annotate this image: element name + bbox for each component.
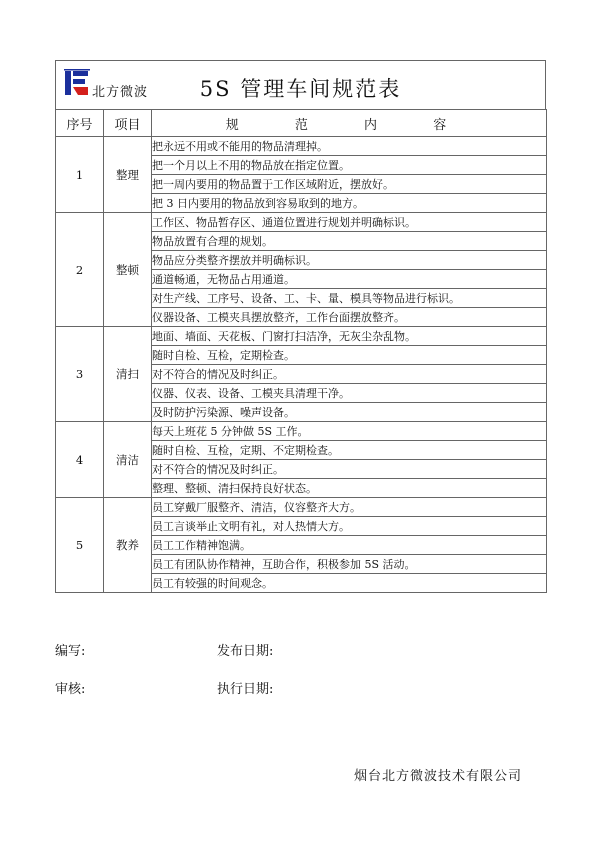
spec-item: 每天上班花 5 分钟做 5S 工作。 bbox=[152, 422, 547, 441]
table-row bbox=[56, 213, 547, 232]
sheet-header bbox=[55, 60, 546, 109]
spec-item: 把永远不用或不能用的物品清理掉。 bbox=[152, 137, 547, 156]
publish-date-label: 发布日期: bbox=[217, 644, 274, 659]
spec-item: 员工有团队协作精神，互助合作，积极参加 5S 活动。 bbox=[152, 555, 547, 574]
spec-table bbox=[55, 109, 547, 593]
spec-item: 对生产线、工序号、设备、工、卡、量、模具等物品进行标识。 bbox=[152, 289, 547, 308]
reviewer-label: 审核: bbox=[55, 682, 86, 697]
spec-item: 及时防护污染源、噪声设备。 bbox=[152, 403, 547, 422]
spec-item: 仪器、仪表、设备、工模夹具清理干净。 bbox=[152, 384, 547, 403]
spec-item: 员工工作精神饱满。 bbox=[152, 536, 547, 555]
section-number: 1 bbox=[56, 137, 104, 213]
editor-label: 编写: bbox=[55, 644, 86, 659]
section-category: 教养 bbox=[104, 498, 152, 593]
section-number: 2 bbox=[56, 213, 104, 327]
column-header-category: 项目 bbox=[104, 110, 152, 137]
section-number: 4 bbox=[56, 422, 104, 498]
company-name: 烟台北方微波技术有限公司 bbox=[353, 769, 522, 784]
column-header-no: 序号 bbox=[56, 110, 104, 137]
spec-item: 随时自检、互检，定期、不定期检查。 bbox=[152, 441, 547, 460]
spec-item: 通道畅通，无物品占用通道。 bbox=[152, 270, 547, 289]
effective-date-label: 执行日期: bbox=[217, 682, 274, 697]
brand-name: 北方微波 bbox=[92, 85, 149, 100]
spec-item: 地面、墙面、天花板、门窗打扫洁净，无灰尘杂乱物。 bbox=[152, 327, 547, 346]
column-header-spec: 规 范 内 容 bbox=[152, 110, 547, 137]
spec-item: 把 3 日内要用的物品放到容易取到的地方。 bbox=[152, 194, 547, 213]
spec-item: 员工穿戴厂服整齐、清洁，仪容整齐大方。 bbox=[152, 498, 547, 517]
spec-item: 员工有较强的时间观念。 bbox=[152, 574, 547, 593]
spec-item: 仪器设备、工模夹具摆放整齐，工作台面摆放整齐。 bbox=[152, 308, 547, 327]
section-number: 3 bbox=[56, 327, 104, 422]
table-row bbox=[56, 137, 547, 156]
section-category: 整理 bbox=[104, 137, 152, 213]
spec-item: 对不符合的情况及时纠正。 bbox=[152, 365, 547, 384]
table-row bbox=[56, 327, 547, 346]
spec-item: 把一周内要用的物品置于工作区域附近，摆放好。 bbox=[152, 175, 547, 194]
spec-item: 整理、整顿、清扫保持良好状态。 bbox=[152, 479, 547, 498]
table-row bbox=[56, 422, 547, 441]
spec-item: 把一个月以上不用的物品放在指定位置。 bbox=[152, 156, 547, 175]
spec-item: 工作区、物品暂存区、通道位置进行规划并明确标识。 bbox=[152, 213, 547, 232]
table-row bbox=[56, 498, 547, 517]
spec-item: 物品放置有合理的规划。 bbox=[152, 232, 547, 251]
page-title: 5S 管理车间规范表 bbox=[199, 77, 402, 101]
spec-item: 随时自检、互检，定期检查。 bbox=[152, 346, 547, 365]
section-number: 5 bbox=[56, 498, 104, 593]
section-category: 清洁 bbox=[104, 422, 152, 498]
spec-item: 对不符合的情况及时纠正。 bbox=[152, 460, 547, 479]
spec-table-body bbox=[56, 137, 547, 593]
section-category: 整顿 bbox=[104, 213, 152, 327]
section-category: 清扫 bbox=[104, 327, 152, 422]
table-header-row bbox=[56, 110, 547, 137]
spec-item: 员工言谈举止文明有礼，对人热情大方。 bbox=[152, 517, 547, 536]
spec-sheet bbox=[55, 60, 546, 593]
spec-item: 物品应分类整齐摆放并明确标识。 bbox=[152, 251, 547, 270]
